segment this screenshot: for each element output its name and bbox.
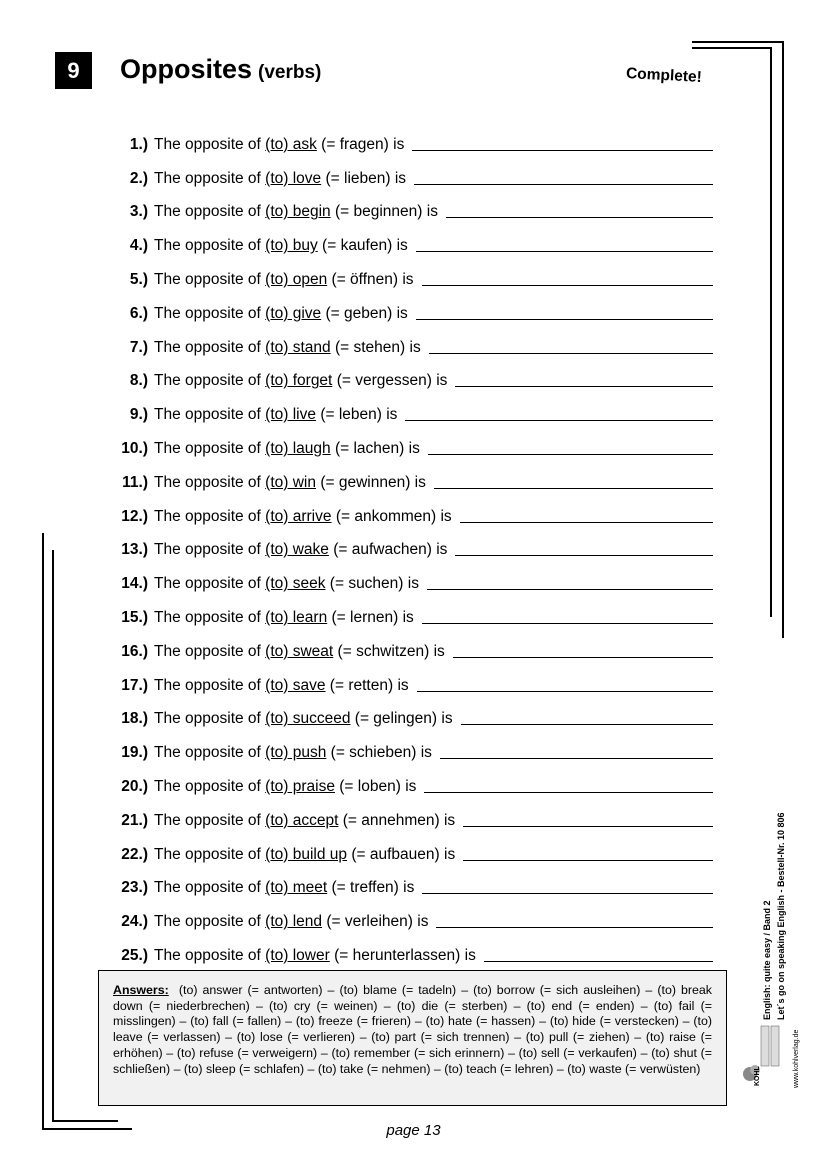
- sentence-prefix: The opposite of: [154, 304, 261, 322]
- answer-blank-line[interactable]: [428, 453, 713, 455]
- exercise-number: 19.): [121, 744, 148, 762]
- exercise-row: [110, 458, 713, 492]
- exercise-number: 8.): [129, 372, 148, 390]
- answer-blank-line[interactable]: [424, 791, 713, 793]
- sentence-prefix: The opposite of: [154, 270, 261, 288]
- sentence-prefix: The opposite of: [154, 406, 261, 424]
- exercise-verb: (to) learn: [265, 608, 328, 626]
- exercise-row: [110, 864, 713, 898]
- exercise-gloss: (= lieben): [325, 169, 391, 187]
- exercise-sentence: [154, 406, 397, 424]
- exercise-verb: (to) build up: [265, 845, 348, 863]
- exercise-gloss: (= schieben): [330, 744, 417, 762]
- exercise-verb: (to) love: [265, 169, 322, 187]
- side-book-title: Let´s go on speaking English - Bestell-Nr. 10 806: [776, 812, 786, 1020]
- exercise-gloss: (= fragen): [321, 135, 389, 153]
- exercise-row: [110, 188, 713, 222]
- exercise-sentence: [154, 710, 453, 728]
- sentence-suffix: is: [433, 642, 445, 660]
- answer-blank-line[interactable]: [446, 216, 713, 218]
- sentence-prefix: The opposite of: [154, 946, 261, 964]
- exercise-number: 2.): [129, 169, 148, 187]
- exercise-number: 3.): [129, 203, 148, 221]
- exercise-sentence: [154, 305, 408, 323]
- exercise-gloss: (= suchen): [329, 575, 404, 593]
- exercise-sentence: [154, 541, 447, 559]
- sentence-prefix: The opposite of: [154, 169, 261, 187]
- exercise-row: [110, 661, 713, 695]
- exercise-verb: (to) arrive: [265, 507, 332, 525]
- answer-blank-line[interactable]: [405, 419, 713, 421]
- exercise-verb: (to) give: [265, 304, 322, 322]
- exercise-number: 6.): [129, 304, 148, 322]
- answer-blank-line[interactable]: [440, 757, 713, 759]
- answer-blank-line[interactable]: [422, 622, 713, 624]
- exercise-gloss: (= gelingen): [354, 710, 438, 728]
- exercise-verb: (to) begin: [265, 203, 331, 221]
- publisher-name: KOHL: [754, 1066, 761, 1086]
- exercise-number: 17.): [121, 676, 148, 694]
- sentence-suffix: is: [443, 811, 456, 829]
- sentence-suffix: is: [407, 575, 419, 593]
- answer-blank-line[interactable]: [429, 352, 713, 354]
- exercise-verb: (to) accept: [265, 811, 339, 829]
- sentence-prefix: The opposite of: [154, 575, 261, 593]
- sentence-prefix: The opposite of: [154, 710, 261, 728]
- exercise-sentence: [154, 508, 452, 526]
- exercise-gloss: (= treffen): [331, 879, 399, 897]
- answer-blank-line[interactable]: [436, 926, 713, 928]
- sentence-suffix: is: [394, 169, 407, 187]
- answer-blank-line[interactable]: [414, 183, 713, 185]
- exercise-number: 7.): [129, 338, 148, 356]
- exercise-number-badge: 9: [55, 52, 92, 89]
- answers-label: Answers:: [113, 983, 169, 997]
- exercise-row: [110, 390, 713, 424]
- exercise-verb: (to) buy: [265, 237, 318, 255]
- exercise-row: [110, 796, 713, 830]
- sentence-prefix: The opposite of: [154, 676, 261, 694]
- sentence-prefix: The opposite of: [154, 372, 261, 390]
- sentence-suffix: is: [386, 406, 398, 424]
- exercise-gloss: (= annehmen): [342, 811, 440, 829]
- sentence-suffix: is: [426, 203, 438, 221]
- exercise-row: [110, 897, 713, 931]
- answer-blank-line[interactable]: [453, 656, 713, 658]
- exercise-sentence: [154, 170, 406, 188]
- exercise-sentence: [154, 136, 404, 154]
- exercise-gloss: (= stehen): [334, 338, 406, 356]
- sentence-prefix: The opposite of: [154, 338, 261, 356]
- instruction-label: Complete!: [625, 65, 703, 86]
- exercise-row: [110, 289, 713, 323]
- title-subtitle: (verbs): [258, 62, 322, 83]
- sentence-suffix: is: [402, 270, 414, 288]
- exercise-verb: (to) push: [265, 744, 327, 762]
- sentence-suffix: is: [402, 608, 414, 626]
- sentence-prefix: The opposite of: [154, 845, 261, 863]
- sentence-suffix: is: [403, 879, 415, 897]
- exercise-verb: (to) sweat: [265, 642, 334, 660]
- exercise-sentence: [154, 339, 421, 357]
- sentence-suffix: is: [436, 541, 448, 559]
- sentence-suffix: is: [441, 710, 453, 728]
- frame-left-line-inner: [52, 550, 54, 1122]
- exercise-sentence: [154, 372, 447, 390]
- answer-blank-line[interactable]: [427, 588, 713, 590]
- exercise-gloss: (= lernen): [331, 608, 399, 626]
- sentence-suffix: is: [417, 913, 429, 931]
- exercise-number: 4.): [129, 237, 148, 255]
- exercise-verb: (to) praise: [265, 777, 335, 795]
- exercise-sentence: [154, 913, 428, 931]
- exercise-row: [110, 492, 713, 526]
- exercise-gloss: (= aufbauen): [351, 845, 440, 863]
- exercise-row: [110, 221, 713, 255]
- exercise-row: [110, 526, 713, 560]
- exercise-verb: (to) live: [265, 406, 316, 424]
- sentence-suffix: is: [393, 135, 405, 153]
- exercise-number: 16.): [121, 642, 148, 660]
- page-title: [120, 54, 321, 85]
- sentence-suffix: is: [440, 507, 452, 525]
- sentence-prefix: The opposite of: [154, 203, 261, 221]
- exercise-number: 13.): [121, 541, 148, 559]
- exercise-verb: (to) lower: [265, 946, 330, 964]
- exercise-number: 11.): [122, 473, 148, 491]
- exercise-gloss: (= lachen): [334, 439, 405, 457]
- exercise-row: [110, 154, 713, 188]
- sentence-suffix: is: [464, 946, 476, 964]
- sentence-suffix: is: [409, 338, 421, 356]
- exercise-sentence: [154, 744, 432, 762]
- exercise-gloss: (= leben): [320, 406, 382, 424]
- sentence-suffix: is: [408, 439, 420, 457]
- exercise-row: [110, 830, 713, 864]
- side-series-title: English: quite easy / Band 2: [762, 900, 772, 1020]
- exercise-sentence: [154, 203, 438, 221]
- exercise-number: 15.): [121, 608, 148, 626]
- exercise-sentence: [154, 947, 476, 965]
- exercise-row: [110, 931, 713, 965]
- sentence-prefix: The opposite of: [154, 439, 261, 457]
- answer-blank-line[interactable]: [417, 690, 713, 692]
- exercise-verb: (to) succeed: [265, 710, 351, 728]
- sentence-suffix: is: [397, 676, 409, 694]
- frame-right-line-inner: [770, 47, 772, 617]
- answer-blank-line[interactable]: [434, 487, 713, 489]
- sentence-suffix: is: [436, 372, 448, 390]
- exercise-gloss: (= retten): [329, 676, 394, 694]
- exercise-gloss: (= geben): [325, 304, 393, 322]
- exercise-verb: (to) laugh: [265, 439, 331, 457]
- sentence-suffix: is: [444, 845, 456, 863]
- sentence-prefix: The opposite of: [154, 541, 261, 559]
- answer-blank-line[interactable]: [463, 859, 713, 861]
- answer-blank-line[interactable]: [412, 149, 713, 151]
- exercise-gloss: (= aufwachen): [333, 541, 432, 559]
- exercise-number: 9.): [129, 406, 148, 424]
- exercise-gloss: (= herunterlassen): [334, 946, 461, 964]
- answer-blank-line[interactable]: [463, 825, 713, 827]
- frame-left-line-outer: [42, 533, 44, 1130]
- exercise-number: 5.): [129, 270, 148, 288]
- sentence-prefix: The opposite of: [154, 777, 261, 795]
- sentence-prefix: The opposite of: [154, 608, 261, 626]
- answer-blank-line[interactable]: [461, 723, 713, 725]
- exercise-row: [110, 357, 713, 391]
- exercise-row: [110, 627, 713, 661]
- answer-blank-line[interactable]: [455, 554, 713, 556]
- sentence-suffix: is: [405, 777, 417, 795]
- exercise-row: [110, 762, 713, 796]
- exercise-verb: (to) win: [265, 473, 316, 491]
- frame-right-line-outer: [782, 41, 784, 638]
- exercise-sentence: [154, 812, 455, 830]
- sentence-prefix: The opposite of: [154, 879, 261, 897]
- exercise-gloss: (= beginnen): [334, 203, 423, 221]
- exercise-number: 10.): [121, 439, 148, 457]
- exercise-number: 22.): [121, 845, 148, 863]
- exercise-row: [110, 728, 713, 762]
- exercise-row: [110, 559, 713, 593]
- exercise-sentence: [154, 237, 408, 255]
- exercise-gloss: (= vergessen): [336, 372, 432, 390]
- exercise-sentence: [154, 846, 455, 864]
- exercise-sentence: [154, 879, 414, 897]
- exercise-number: 25.): [121, 946, 148, 964]
- sentence-suffix: is: [420, 744, 432, 762]
- exercise-sentence: [154, 440, 420, 458]
- exercise-verb: (to) lend: [265, 913, 323, 931]
- sentence-prefix: The opposite of: [154, 913, 261, 931]
- exercise-verb: (to) meet: [265, 879, 328, 897]
- exercise-row: [110, 323, 713, 357]
- exercise-row: [110, 120, 713, 154]
- answer-blank-line[interactable]: [422, 892, 713, 894]
- sentence-prefix: The opposite of: [154, 237, 261, 255]
- exercise-number: 14.): [121, 575, 148, 593]
- sentence-prefix: The opposite of: [154, 473, 261, 491]
- exercise-number: 24.): [121, 913, 148, 931]
- answer-blank-line[interactable]: [460, 521, 713, 523]
- exercise-verb: (to) seek: [265, 575, 326, 593]
- exercise-number: 18.): [121, 710, 148, 728]
- exercise-verb: (to) wake: [265, 541, 329, 559]
- sentence-prefix: The opposite of: [154, 744, 261, 762]
- page-number: page 13: [386, 1122, 441, 1139]
- sentence-prefix: The opposite of: [154, 642, 261, 660]
- exercise-verb: (to) open: [265, 270, 328, 288]
- exercise-sentence: [154, 575, 419, 593]
- exercise-number: 20.): [121, 777, 148, 795]
- exercise-gloss: (= gewinnen): [320, 473, 411, 491]
- exercise-gloss: (= kaufen): [322, 237, 393, 255]
- publisher-url: www.kohlverlag.de: [793, 1029, 800, 1088]
- exercise-number: 1.): [129, 135, 148, 153]
- exercise-number: 12.): [121, 507, 148, 525]
- sentence-prefix: The opposite of: [154, 135, 261, 153]
- title-main: Opposites: [120, 54, 253, 84]
- exercise-verb: (to) save: [265, 676, 326, 694]
- exercise-row: [110, 255, 713, 289]
- frame-top-line-outer: [692, 41, 784, 43]
- exercise-list: [110, 120, 713, 965]
- frame-top-line-inner: [692, 47, 772, 49]
- answers-text: (to) answer (= antworten) – (to) blame (= tadeln) – (to) borrow (= sich ausleihen) – (to) break down (= niederbrechen) – (to) cry (= weinen) – (to) die (= sterben) – (to) end (= enden) – (to) fail (= misslingen) – (to) fall (= fallen) – (to) freeze (= frieren) – (to) hate (= hassen) – (to) hide (= verstecken) – (to) leave (= verlassen) – (to) lose (= verlieren) – (to) part (= sich trennen) – (to) pull (= ziehen) – (to) raise (= erhöhen) – (to) refuse (= verweigern) – (to) remember (= sich erinnern) – (to) sell (= verkaufen) – (to) shut (= schließen) – (to) sleep (= schlafen) – (to) take (= nehmen) – (to) teach (= lehren) – (to) waste (= verwüsten): [113, 983, 713, 1076]
- exercise-row: [110, 593, 713, 627]
- exercise-row: [110, 695, 713, 729]
- exercise-sentence: [154, 643, 445, 661]
- exercise-verb: (to) ask: [265, 135, 317, 153]
- exercise-gloss: (= verleihen): [326, 913, 413, 931]
- exercise-sentence: [154, 271, 414, 289]
- exercise-gloss: (= schwitzen): [337, 642, 430, 660]
- exercise-sentence: [154, 778, 416, 796]
- publisher-logo-icon: [741, 1024, 787, 1088]
- exercise-number: 21.): [121, 811, 148, 829]
- answer-blank-line[interactable]: [484, 960, 713, 962]
- exercise-number: 23.): [121, 879, 148, 897]
- answer-blank-line[interactable]: [416, 250, 713, 252]
- answers-box: [98, 970, 727, 1106]
- sentence-suffix: is: [396, 237, 408, 255]
- answer-blank-line[interactable]: [416, 318, 713, 320]
- answer-blank-line[interactable]: [422, 284, 713, 286]
- sentence-suffix: is: [414, 473, 426, 491]
- exercise-gloss: (= öffnen): [331, 270, 399, 288]
- sentence-suffix: is: [396, 304, 408, 322]
- exercise-sentence: [154, 474, 426, 492]
- sentence-prefix: The opposite of: [154, 507, 261, 525]
- exercise-sentence: [154, 609, 414, 627]
- exercise-gloss: (= ankommen): [335, 507, 437, 525]
- exercise-sentence: [154, 677, 409, 695]
- exercise-gloss: (= loben): [339, 777, 401, 795]
- answer-blank-line[interactable]: [455, 385, 713, 387]
- exercise-verb: (to) stand: [265, 338, 331, 356]
- exercise-verb: (to) forget: [265, 372, 333, 390]
- exercise-row: [110, 424, 713, 458]
- sentence-prefix: The opposite of: [154, 811, 261, 829]
